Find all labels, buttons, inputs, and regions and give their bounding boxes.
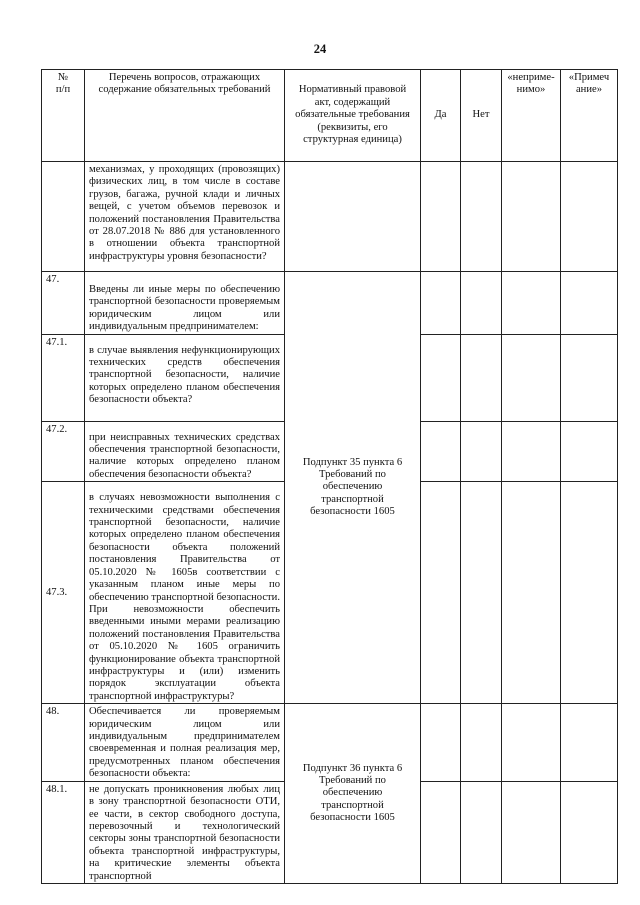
header-num-text: № п/п — [55, 72, 71, 96]
table-row — [42, 704, 618, 781]
row-num: 48. — [42, 704, 85, 781]
row-question — [85, 162, 285, 272]
row-num — [42, 162, 85, 272]
note-cell[interactable] — [561, 334, 618, 421]
not-applicable-cell[interactable] — [502, 781, 561, 883]
header-note: «Примеч ание» — [561, 70, 618, 162]
no-cell[interactable] — [461, 704, 502, 781]
row-question — [85, 272, 285, 335]
no-cell[interactable] — [461, 334, 502, 421]
row-question-text: при неисправных технических средствах обеспечения транспортной безопасности, наличие которых определено планом обеспечения безопасности объекта? — [89, 431, 280, 480]
not-applicable-cell[interactable] — [502, 334, 561, 421]
checklist-table — [41, 69, 618, 884]
row-question-text: механизмах, у проходящих (провозящих) физических лиц, в том числе в составе грузов, багажа, ручной клади и личных вещей, с учетом объемов перевозок и положений постановления Правительства от 28.07.2018 № 886 для установленного в отношении объекта транспортной инфраструктуры уровня безопасности? — [89, 164, 280, 262]
header-questions: Перечень вопросов, отражающих содержание обязательных требований — [85, 70, 285, 162]
note-cell[interactable] — [561, 704, 618, 781]
no-cell[interactable] — [461, 272, 502, 335]
row-question — [85, 334, 285, 421]
not-applicable-cell[interactable] — [502, 421, 561, 482]
row-normative — [285, 162, 421, 272]
row-question — [85, 781, 285, 883]
table-header-row — [42, 70, 618, 162]
yes-cell[interactable] — [421, 334, 461, 421]
yes-cell[interactable] — [421, 162, 461, 272]
yes-cell[interactable] — [421, 272, 461, 335]
row-num: 47.2. — [42, 421, 85, 482]
row-num: 47.1. — [42, 334, 85, 421]
not-applicable-cell[interactable] — [502, 272, 561, 335]
row-question-text: в случае выявления нефункционирующих технических средств обеспечения транспортной безопасности, наличие которых определено планом обеспечения безопасности объекта? — [89, 344, 280, 406]
header-normative: Нормативный правовой акт, содержащий обязательные требования (реквизиты, его структурная единица) — [285, 70, 421, 162]
yes-cell[interactable] — [421, 781, 461, 883]
table-row — [42, 162, 618, 272]
row-question — [85, 421, 285, 482]
row-normative — [421, 482, 461, 704]
normative-ref-47: Подпункт 35 пункта 6 Требований по обеспечению транспортной безопасности 1605 — [285, 272, 421, 704]
no-cell[interactable] — [461, 421, 502, 482]
row-question-text: в случаях невозможности выполнения с техническими средствами обеспечения транспортной безопасности, наличие которых определено планом обеспечения безопасности объекта положений постановления Правительства от 05.10.2020 № 1605в соответствии с указанным планом иные меры по обеспечению транспортной безопасности. При невозможности обеспечить введенными иными мерами реализацию положений постановления Правительства от 05.10.2020 № 1605 ограничить функционирование объекта транспортной инфраструктуры и (или) изменить порядок эксплуатации объекта транспортной инфраструктуры? — [89, 492, 280, 702]
no-cell[interactable] — [502, 482, 561, 704]
header-yes: Да — [421, 70, 461, 162]
header-no: Нет — [461, 70, 502, 162]
row-question-text: Обеспечивается ли проверяемым юридическим лицом или индивидуальным предпринимателем своевременная и полная реализация мер, предусмотренных планом обеспечения безопасности объекта: — [89, 706, 280, 780]
row-question — [85, 482, 285, 704]
row-num: 48.1. — [42, 781, 85, 883]
page-number: 24 — [313, 42, 327, 56]
row-num: 47.3. — [42, 482, 85, 704]
yes-cell[interactable] — [421, 421, 461, 482]
header-num — [42, 70, 85, 162]
row-num: 47. — [42, 272, 85, 335]
not-applicable-cell[interactable] — [502, 704, 561, 781]
no-cell[interactable] — [461, 162, 502, 272]
no-cell[interactable] — [461, 781, 502, 883]
note-cell[interactable] — [561, 162, 618, 272]
not-applicable-cell[interactable] — [502, 162, 561, 272]
note-cell[interactable] — [561, 272, 618, 335]
row-question — [85, 704, 285, 781]
yes-cell[interactable] — [421, 704, 461, 781]
row-question-text: не допускать проникновения любых лиц в зону транспортной безопасности ОТИ, ее части, в сектор свободного доступа, перевозочный и технологический секторы зоны транспортной безопасности объекта транспортной инфраструктуры, на критические элементы объекта транспортной — [89, 783, 280, 882]
normative-ref-48: Подпункт 36 пункта 6 Требований по обеспечению транспортной безопасности 1605 — [285, 704, 421, 884]
note-cell[interactable] — [561, 421, 618, 482]
header-not-applicable: «неприме-нимо» — [502, 70, 561, 162]
not-applicable-cell[interactable] — [561, 482, 618, 704]
row-question-text: Введены ли иные меры по обеспечению транспортной безопасности проверяемым юридическим лицом или индивидуальным предпринимателем: — [89, 284, 280, 333]
table-row — [42, 272, 618, 335]
yes-cell[interactable] — [461, 482, 502, 704]
note-cell[interactable] — [561, 781, 618, 883]
